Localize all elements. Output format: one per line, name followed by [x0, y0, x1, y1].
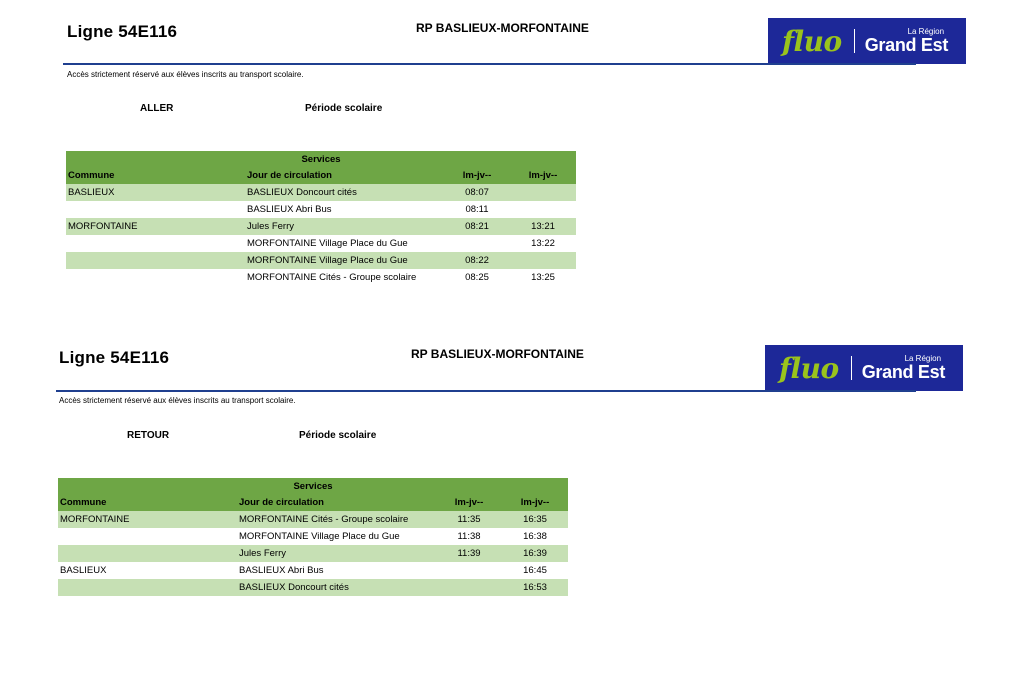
services-header: Services	[66, 151, 576, 167]
table-row	[66, 201, 576, 218]
cell-commune	[58, 579, 237, 596]
cell-time-1: 08:25	[465, 272, 489, 283]
table-header-services	[58, 478, 568, 494]
schedule-table	[66, 151, 576, 286]
cell-commune	[66, 269, 245, 286]
logo-region-small: La Région	[904, 354, 942, 363]
access-notice: Accès strictement réservé aux élèves inscrits au transport scolaire.	[67, 70, 304, 79]
table-row	[66, 252, 576, 269]
cell-stop: MORFONTAINE Village Place du Gue	[247, 238, 408, 249]
header-service-1: lm-jv--	[436, 494, 502, 511]
cell-time-2: 13:22	[531, 238, 555, 249]
logo-separator	[854, 29, 855, 53]
cell-commune	[58, 528, 237, 545]
period-label: Période scolaire	[299, 430, 377, 441]
logo-region	[865, 28, 948, 54]
route-title: RP BASLIEUX-MORFONTAINE	[411, 347, 584, 361]
cell-stop: BASLIEUX Doncourt cités	[237, 579, 436, 596]
cell-time-2	[510, 201, 576, 218]
logo-brand: fluo	[779, 351, 839, 385]
cell-stop: BASLIEUX Doncourt cités	[245, 184, 444, 201]
cell-time-2: 16:39	[502, 545, 568, 562]
cell-time-2: 16:53	[502, 579, 568, 596]
cell-time-2	[510, 252, 576, 269]
header-service-1: lm-jv--	[444, 167, 510, 184]
table-row	[58, 528, 568, 545]
cell-commune	[66, 201, 245, 218]
cell-time-1: 08:22	[444, 252, 510, 269]
table-row	[58, 562, 568, 579]
table-row	[66, 235, 576, 252]
table-row	[66, 269, 576, 286]
cell-time-1: 11:39	[436, 545, 502, 562]
table-header-services	[66, 151, 576, 167]
line-title: Ligne 54E116	[67, 22, 178, 41]
cell-commune: MORFONTAINE	[66, 218, 245, 235]
table-row	[66, 184, 576, 201]
cell-time-1: 08:07	[444, 184, 510, 201]
cell-stop: MORFONTAINE Village Place du Gue	[239, 531, 400, 542]
header-commune: Commune	[66, 167, 245, 184]
cell-commune: BASLIEUX	[66, 184, 245, 201]
header-jour: Jour de circulation	[237, 494, 436, 511]
cell-stop: MORFONTAINE Village Place du Gue	[245, 252, 444, 269]
cell-time-1: 08:11	[465, 204, 489, 215]
table-header-row	[66, 167, 576, 184]
cell-stop: Jules Ferry	[237, 545, 436, 562]
cell-time-2	[510, 184, 576, 201]
cell-stop: MORFONTAINE Cités - Groupe scolaire	[247, 272, 417, 283]
cell-commune: BASLIEUX	[60, 565, 107, 576]
table-header-row	[58, 494, 568, 511]
period-label: Période scolaire	[305, 103, 383, 114]
cell-time-2: 16:38	[523, 531, 547, 542]
cell-time-2: 16:45	[523, 565, 547, 576]
cell-commune	[58, 545, 237, 562]
cell-time-2: 13:25	[531, 272, 555, 283]
cell-stop: BASLIEUX Abri Bus	[239, 565, 324, 576]
cell-commune	[66, 235, 245, 252]
header-rule	[56, 390, 916, 392]
schedule-table	[58, 478, 568, 596]
cell-commune: MORFONTAINE	[58, 511, 237, 528]
table-row	[58, 545, 568, 562]
table-row	[66, 218, 576, 235]
cell-time-1	[444, 235, 510, 252]
cell-stop: MORFONTAINE Cités - Groupe scolaire	[237, 511, 436, 528]
direction-label: RETOUR	[127, 430, 170, 441]
access-notice: Accès strictement réservé aux élèves inscrits au transport scolaire.	[59, 396, 296, 405]
services-header: Services	[58, 478, 568, 494]
cell-time-1: 08:21	[444, 218, 510, 235]
cell-time-1	[436, 579, 502, 596]
cell-stop: BASLIEUX Abri Bus	[247, 204, 332, 215]
cell-time-1: 11:38	[457, 531, 481, 542]
header-service-2: lm-jv--	[502, 494, 568, 511]
header-commune: Commune	[58, 494, 237, 511]
route-title: RP BASLIEUX-MORFONTAINE	[416, 21, 589, 35]
logo-separator	[851, 356, 852, 380]
cell-stop: Jules Ferry	[245, 218, 444, 235]
cell-commune	[66, 252, 245, 269]
cell-time-1: 11:35	[436, 511, 502, 528]
cell-time-2: 16:35	[502, 511, 568, 528]
cell-time-1	[436, 562, 502, 579]
logo-region-big: Grand Est	[864, 35, 949, 55]
logo-brand: fluo	[782, 24, 842, 58]
logo-region-big: Grand Est	[861, 362, 946, 382]
table-row	[58, 579, 568, 596]
header-rule	[63, 63, 916, 65]
header-jour: Jour de circulation	[245, 167, 444, 184]
header-service-2: lm-jv--	[510, 167, 576, 184]
direction-label: ALLER	[140, 103, 174, 114]
cell-time-2: 13:21	[510, 218, 576, 235]
logo-region	[862, 355, 945, 381]
fluo-grand-est-logo	[765, 345, 963, 391]
fluo-grand-est-logo	[768, 18, 966, 64]
line-title: Ligne 54E116	[59, 348, 170, 367]
table-row	[58, 511, 568, 528]
logo-region-small: La Région	[907, 27, 945, 36]
